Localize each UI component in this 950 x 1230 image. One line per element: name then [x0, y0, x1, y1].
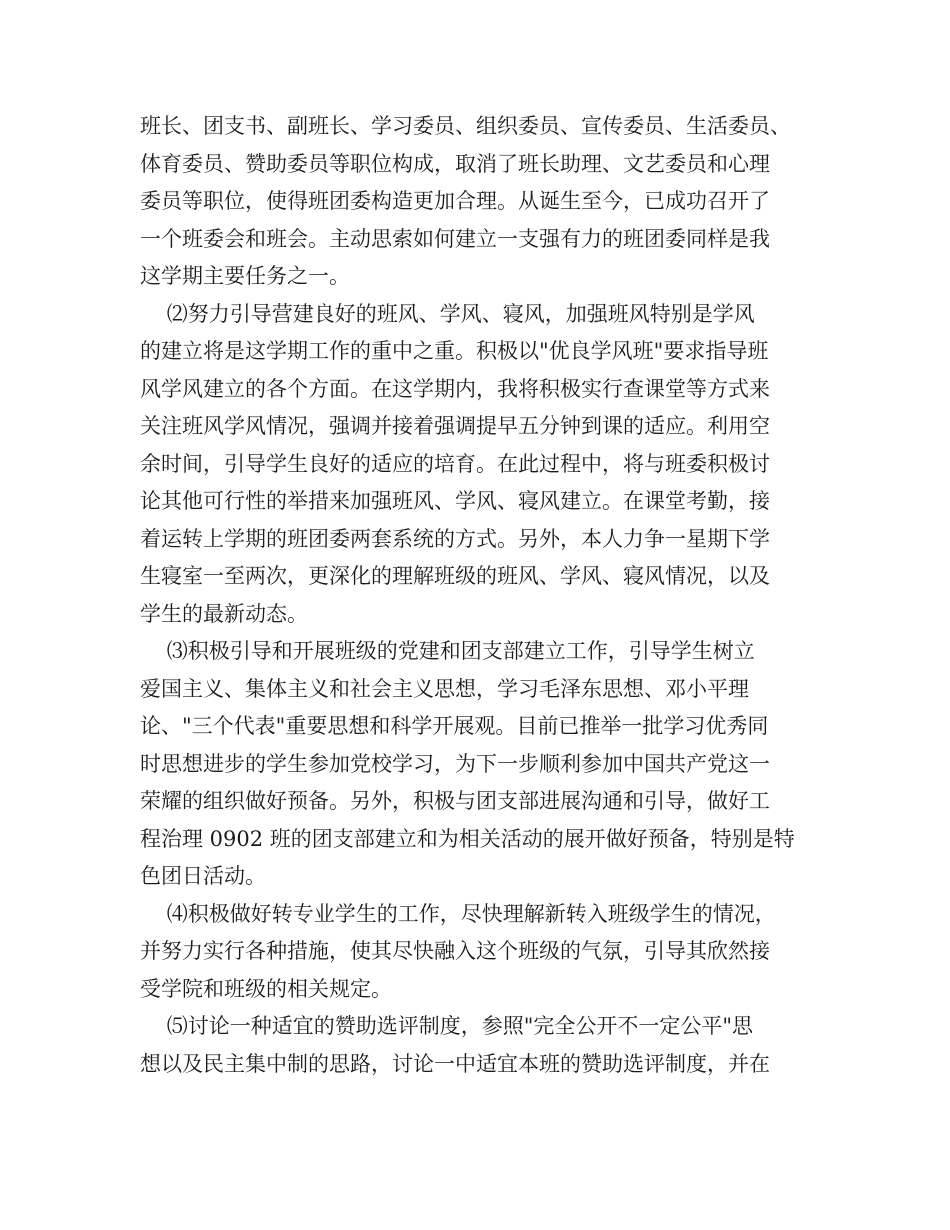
text-line: 委员等职位，使得班团委构造更加合理。从诞生至今，已成功召开了 — [140, 189, 770, 213]
paragraph-party-building — [140, 633, 830, 896]
text-line: ⑷积极做好转专业学生的工作，尽快理解新转入班级学生的情况， — [140, 901, 776, 926]
text-line: ⑸讨论一种适宜的赞助选评制度，参照"完全公开不一定公平"思 — [140, 1014, 754, 1038]
text-line: 一个班委会和班会。主动思索如何建立一支强有力的班团委同样是我 — [140, 226, 770, 251]
text-line: 论其他可行性的举措来加强班风、学风、寝风建立。在课堂考勤，接 — [140, 489, 770, 513]
text-line: 学生的最新动态。 — [140, 601, 308, 626]
text-line: 荣耀的组织做好预备。另外，积极与团支部进展沟通和引导，做好工 — [140, 789, 770, 813]
text-line: 的建立将是这学期工作的重中之重。积极以"优良学风班"要求指导班 — [140, 339, 769, 363]
paragraph-sponsorship-selection — [140, 1008, 830, 1083]
text-line: 想以及民主集中制的思路，讨论一中适宜本班的赞助选评制度，并在 — [140, 1051, 770, 1076]
text-line: 风学风建立的各个方面。在这学期内，我将积极实行查课堂等方式来 — [140, 376, 770, 401]
text-line: 班长、团支书、副班长、学习委员、组织委员、宣传委员、生活委员、 — [140, 114, 791, 138]
text-line: 受学院和班级的相关规定。 — [140, 976, 392, 1001]
paragraph-study-style — [140, 296, 830, 634]
text-line: 生寝室一至两次，更深化的理解班级的班风、学风、寝风情况，以及 — [140, 564, 770, 588]
text-line: 论、"三个代表"重要思想和科学开展观。目前已推举一批学习优秀同 — [140, 714, 769, 738]
text-line: 并努力实行各种措施，使其尽快融入这个班级的气氛，引导其欣然接 — [140, 939, 770, 963]
document-body — [140, 108, 830, 1083]
text-line: 关注班风学风情况，强调并接着强调提早五分钟到课的适应。利用空 — [140, 414, 770, 438]
text-line: 色团日活动。 — [140, 864, 266, 888]
text-line: 余时间，引导学生良好的适应的培育。在此过程中，将与班委积极讨 — [140, 451, 770, 476]
text-line: 程治理 0902 班的团支部建立和为相关活动的展开做好预备，特别是特 — [140, 826, 795, 851]
text-line: 时思想进步的学生参加党校学习，为下一步顺利参加中国共产党这一 — [140, 751, 770, 776]
paragraph-transfer-students — [140, 896, 830, 1009]
text-line: ⑶积极引导和开展班级的党建和团支部建立工作，引导学生树立 — [140, 639, 755, 663]
text-line: 爱国主义、集体主义和社会主义思想，学习毛泽东思想、邓小平理 — [140, 676, 749, 701]
text-line: 着运转上学期的班团委两套系统的方式。另外，本人力争一星期下学 — [140, 526, 770, 551]
text-line: ⑵努力引导营建良好的班风、学风、寝风，加强班风特别是学风 — [140, 301, 755, 326]
text-line: 体育委员、赞助委员等职位构成，取消了班长助理、文艺委员和心理 — [140, 151, 770, 176]
paragraph-class-committee — [140, 108, 830, 296]
text-line: 这学期主要任务之一。 — [140, 264, 350, 288]
